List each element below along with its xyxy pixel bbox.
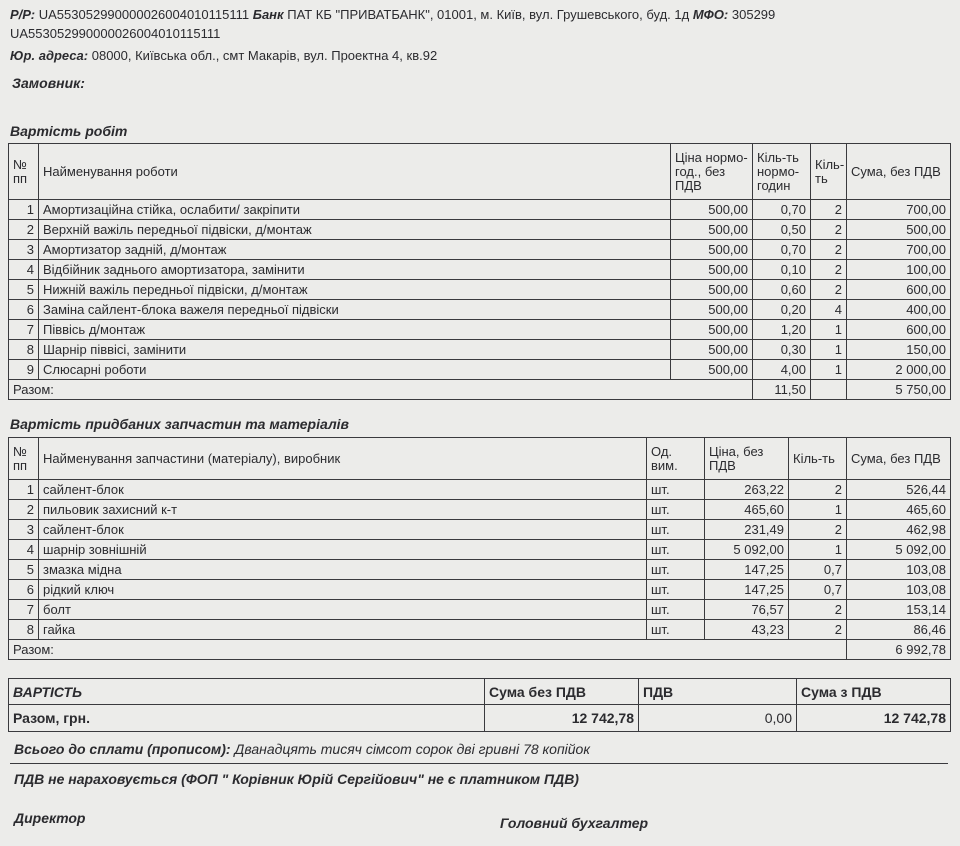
summary-header-row [9, 679, 951, 705]
parts-row [9, 600, 951, 620]
parts-cell-n: 6 [9, 580, 39, 600]
parts-cell-n: 7 [9, 600, 39, 620]
works-cell-n: 9 [9, 360, 39, 380]
works-cell-qty: 1 [811, 340, 847, 360]
works-cell-qty: 2 [811, 260, 847, 280]
works-cell-sum: 600,00 [847, 280, 951, 300]
works-row [9, 200, 951, 220]
parts-total-label: Разом: [9, 640, 847, 660]
parts-table [8, 437, 951, 660]
parts-col-sum: Сума, без ПДВ [847, 438, 951, 480]
works-cell-price: 500,00 [671, 300, 753, 320]
works-cell-name: Шарнір піввісі, замінити [39, 340, 671, 360]
summary-total-label: Разом, грн. [9, 705, 485, 732]
parts-col-price: Ціна, без ПДВ [705, 438, 789, 480]
works-section-title: Вартість робіт [10, 123, 128, 139]
works-cell-price: 500,00 [671, 200, 753, 220]
works-cell-n: 7 [9, 320, 39, 340]
works-col-name: Найменування роботи [39, 144, 671, 200]
works-cell-hours: 0,70 [753, 200, 811, 220]
works-cell-sum: 700,00 [847, 240, 951, 260]
works-cell-name: Заміна сайлент-блока важеля передньої підвіски [39, 300, 671, 320]
bank-details-line [10, 7, 775, 22]
works-body [9, 200, 951, 380]
works-cell-name: Амортизатор задній, д/монтаж [39, 240, 671, 260]
works-cell-sum: 700,00 [847, 200, 951, 220]
address-label: Юр. адреса: [10, 48, 89, 63]
parts-cell-unit: шт. [647, 520, 705, 540]
works-cell-price: 500,00 [671, 240, 753, 260]
works-cell-name: Піввісь д/монтаж [39, 320, 671, 340]
parts-cell-qty: 1 [789, 500, 847, 520]
works-row [9, 360, 951, 380]
parts-row [9, 480, 951, 500]
works-cell-price: 500,00 [671, 220, 753, 240]
works-row [9, 320, 951, 340]
works-total-empty [811, 380, 847, 400]
works-row [9, 220, 951, 240]
works-cell-hours: 0,20 [753, 300, 811, 320]
address-value: 08000, Київська обл., смт Макарів, вул. Проектна 4, кв.92 [91, 48, 438, 63]
parts-total-sum: 6 992,78 [847, 640, 951, 660]
parts-cell-price: 465,60 [705, 500, 789, 520]
parts-cell-price: 231,49 [705, 520, 789, 540]
parts-cell-unit: шт. [647, 620, 705, 640]
works-col-qty: Кіль-ть [811, 144, 847, 200]
parts-cell-price: 43,23 [705, 620, 789, 640]
parts-cell-unit: шт. [647, 480, 705, 500]
parts-total-row [9, 640, 951, 660]
rr-second-line: UA553052990000026004010115111 [10, 26, 221, 41]
parts-cell-qty: 2 [789, 620, 847, 640]
summary-no-vat-value: 12 742,78 [485, 705, 639, 732]
works-cell-hours: 0,50 [753, 220, 811, 240]
works-cell-n: 5 [9, 280, 39, 300]
works-total-label: Разом: [9, 380, 753, 400]
bank-label: Банк [252, 7, 284, 22]
parts-cell-n: 1 [9, 480, 39, 500]
parts-cell-name: змазка мідна [39, 560, 647, 580]
parts-cell-sum: 103,08 [847, 580, 951, 600]
parts-cell-unit: шт. [647, 540, 705, 560]
works-row [9, 280, 951, 300]
works-cell-hours: 0,30 [753, 340, 811, 360]
parts-cell-price: 147,25 [705, 560, 789, 580]
works-cell-n: 3 [9, 240, 39, 260]
parts-cell-qty: 0,7 [789, 560, 847, 580]
parts-header-row [9, 438, 951, 480]
amount-in-words [14, 741, 590, 757]
parts-col-number: № пп [9, 438, 39, 480]
parts-cell-price: 147,25 [705, 580, 789, 600]
works-cell-hours: 1,20 [753, 320, 811, 340]
works-col-price: Ціна нормо-год., без ПДВ [671, 144, 753, 200]
parts-body [9, 480, 951, 640]
works-cell-price: 500,00 [671, 280, 753, 300]
parts-row [9, 560, 951, 580]
works-cell-name: Верхній важіль передньої підвіски, д/монтаж [39, 220, 671, 240]
summary-vat-value: 0,00 [639, 705, 797, 732]
parts-cell-n: 3 [9, 520, 39, 540]
summary-value-row [9, 705, 951, 732]
parts-cell-n: 5 [9, 560, 39, 580]
summary-vat-label: ПДВ [639, 679, 797, 705]
parts-col-unit: Од. вим. [647, 438, 705, 480]
parts-col-qty: Кіль-ть [789, 438, 847, 480]
mfo-value: 305299 [731, 7, 776, 22]
parts-cell-sum: 153,14 [847, 600, 951, 620]
works-total-row [9, 380, 951, 400]
works-cell-n: 8 [9, 340, 39, 360]
works-row [9, 340, 951, 360]
works-col-number: № пп [9, 144, 39, 200]
works-cell-qty: 1 [811, 360, 847, 380]
parts-cell-n: 2 [9, 500, 39, 520]
works-cell-qty: 1 [811, 320, 847, 340]
works-cell-sum: 600,00 [847, 320, 951, 340]
works-col-hours: Кіль-ть нормо-годин [753, 144, 811, 200]
works-row [9, 260, 951, 280]
parts-cell-sum: 465,60 [847, 500, 951, 520]
works-cell-hours: 0,70 [753, 240, 811, 260]
parts-cell-unit: шт. [647, 600, 705, 620]
parts-cell-name: шарнір зовнішній [39, 540, 647, 560]
works-cell-qty: 4 [811, 300, 847, 320]
works-total-sum: 5 750,00 [847, 380, 951, 400]
works-col-sum: Сума, без ПДВ [847, 144, 951, 200]
parts-cell-name: гайка [39, 620, 647, 640]
parts-cell-n: 8 [9, 620, 39, 640]
works-row [9, 240, 951, 260]
parts-cell-unit: шт. [647, 560, 705, 580]
parts-cell-sum: 86,46 [847, 620, 951, 640]
works-cell-name: Слюсарні роботи [39, 360, 671, 380]
works-cell-sum: 100,00 [847, 260, 951, 280]
parts-cell-name: сайлент-блок [39, 520, 647, 540]
parts-cell-qty: 2 [789, 480, 847, 500]
works-header-row [9, 144, 951, 200]
works-cell-qty: 2 [811, 240, 847, 260]
address-line [10, 48, 437, 63]
bank-value: ПАТ КБ "ПРИВАТБАНК", 01001, м. Київ, вул. Грушевського, буд. 1д [287, 7, 690, 22]
works-table [8, 143, 951, 400]
works-cell-n: 6 [9, 300, 39, 320]
footer-divider [10, 763, 948, 764]
accountant-label: Головний бухгалтер [500, 815, 649, 831]
works-cell-sum: 150,00 [847, 340, 951, 360]
parts-row [9, 620, 951, 640]
works-cell-qty: 2 [811, 200, 847, 220]
works-cell-name: Амортизаційна стійка, ослабити/ закріпити [39, 200, 671, 220]
parts-cell-price: 263,22 [705, 480, 789, 500]
works-cell-qty: 2 [811, 280, 847, 300]
parts-cell-name: болт [39, 600, 647, 620]
works-cell-name: Відбійник заднього амортизатора, замінити [39, 260, 671, 280]
rr-value: UA553052990000026004010115111 [38, 7, 250, 22]
works-cell-sum: 500,00 [847, 220, 951, 240]
works-cell-name: Нижній важіль передньої підвіски, д/монтаж [39, 280, 671, 300]
parts-row [9, 580, 951, 600]
works-cell-price: 500,00 [671, 360, 753, 380]
parts-section-title: Вартість придбаних запчастин та матеріалів [10, 416, 350, 432]
director-label: Директор [14, 810, 86, 826]
works-cell-n: 4 [9, 260, 39, 280]
parts-cell-unit: шт. [647, 500, 705, 520]
parts-cell-sum: 526,44 [847, 480, 951, 500]
summary-table [8, 678, 951, 732]
works-cell-price: 500,00 [671, 340, 753, 360]
parts-cell-sum: 103,08 [847, 560, 951, 580]
parts-cell-unit: шт. [647, 580, 705, 600]
works-cell-hours: 4,00 [753, 360, 811, 380]
parts-row [9, 520, 951, 540]
parts-cell-sum: 462,98 [847, 520, 951, 540]
works-cell-sum: 400,00 [847, 300, 951, 320]
mfo-label: МФО: [692, 7, 729, 22]
parts-row [9, 540, 951, 560]
parts-cell-name: рідкий ключ [39, 580, 647, 600]
summary-with-vat-label: Сума з ПДВ [797, 679, 951, 705]
parts-cell-name: сайлент-блок [39, 480, 647, 500]
parts-cell-qty: 2 [789, 520, 847, 540]
parts-cell-price: 5 092,00 [705, 540, 789, 560]
parts-cell-qty: 0,7 [789, 580, 847, 600]
amount-in-words-label: Всього до сплати (прописом): [14, 741, 231, 757]
rr-label: Р/Р: [10, 7, 36, 22]
parts-cell-price: 76,57 [705, 600, 789, 620]
works-cell-sum: 2 000,00 [847, 360, 951, 380]
works-cell-price: 500,00 [671, 320, 753, 340]
parts-cell-name: пильовик захисний к-т [39, 500, 647, 520]
parts-cell-qty: 1 [789, 540, 847, 560]
summary-cost-label: ВАРТІСТЬ [9, 679, 485, 705]
vat-note: ПДВ не нараховується (ФОП " Корівник Юрій Сергійович" не є платником ПДВ) [14, 771, 579, 787]
summary-no-vat-label: Сума без ПДВ [485, 679, 639, 705]
parts-cell-n: 4 [9, 540, 39, 560]
works-cell-qty: 2 [811, 220, 847, 240]
parts-cell-qty: 2 [789, 600, 847, 620]
works-cell-n: 1 [9, 200, 39, 220]
works-total-hours: 11,50 [753, 380, 811, 400]
parts-col-name: Найменування запчастини (матеріалу), виробник [39, 438, 647, 480]
parts-row [9, 500, 951, 520]
works-cell-n: 2 [9, 220, 39, 240]
works-cell-price: 500,00 [671, 260, 753, 280]
works-cell-hours: 0,10 [753, 260, 811, 280]
works-cell-hours: 0,60 [753, 280, 811, 300]
parts-cell-sum: 5 092,00 [847, 540, 951, 560]
summary-with-vat-value: 12 742,78 [797, 705, 951, 732]
customer-label: Замовник: [12, 75, 85, 91]
works-row [9, 300, 951, 320]
amount-in-words-value: Дванадцять тисяч сімсот сорок дві гривні 78 копійок [234, 741, 590, 757]
